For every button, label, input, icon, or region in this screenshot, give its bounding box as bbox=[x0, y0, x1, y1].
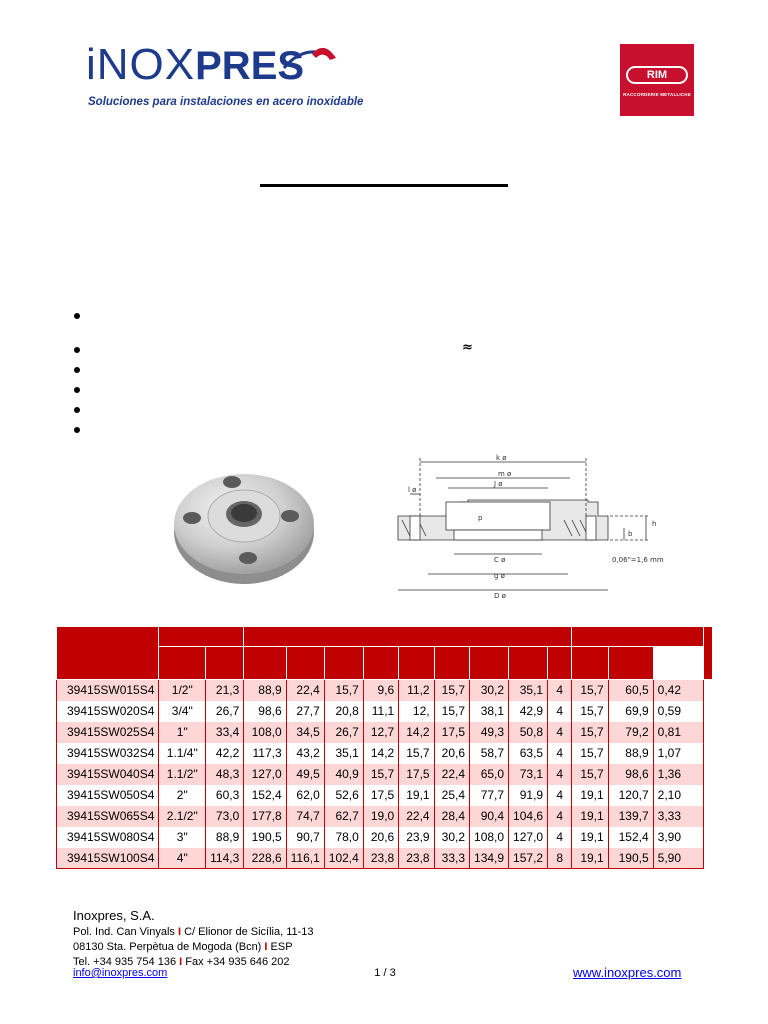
cell-value: 15,7 bbox=[572, 743, 608, 764]
footer-website-link[interactable]: www.inoxpres.com bbox=[573, 965, 682, 980]
cell-value: 49,5 bbox=[286, 764, 324, 785]
cell-value: 15,7 bbox=[572, 722, 608, 743]
cell-value: 15,7 bbox=[572, 764, 608, 785]
dim-label-m: m ø bbox=[498, 470, 512, 478]
cell-value: 23,9 bbox=[399, 827, 434, 848]
cell-value: 127,0 bbox=[244, 764, 286, 785]
header-sub bbox=[509, 647, 548, 680]
cell-value: 4 bbox=[548, 806, 572, 827]
cell-value: 117,3 bbox=[244, 743, 286, 764]
cell-value: 4 bbox=[548, 701, 572, 722]
cell-weight: 0,42 bbox=[653, 680, 703, 701]
header-cell-dimensions bbox=[244, 627, 572, 647]
header-sub bbox=[286, 647, 324, 680]
dim-note: 0,06"=1,6 mm bbox=[612, 556, 664, 564]
dim-label-k: k ø bbox=[496, 454, 507, 462]
cell-value: 42,2 bbox=[206, 743, 244, 764]
cell-value: 15,7 bbox=[363, 764, 398, 785]
cell-value: 15,7 bbox=[324, 680, 363, 701]
header-sub bbox=[434, 647, 469, 680]
footer-company: Inoxpres, S.A. bbox=[73, 908, 155, 923]
cell-value: 104,6 bbox=[509, 806, 548, 827]
cell-value: 26,7 bbox=[206, 701, 244, 722]
cell-nominal-size: 1.1/2" bbox=[159, 764, 206, 785]
cell-value: 90,7 bbox=[286, 827, 324, 848]
cell-value: 77,7 bbox=[470, 785, 509, 806]
table-row bbox=[57, 764, 713, 785]
table-header-row-1 bbox=[57, 627, 713, 647]
cell-value: 4 bbox=[548, 764, 572, 785]
header-cell-bolts bbox=[572, 627, 704, 647]
rim-logo-mark: RIM bbox=[626, 66, 688, 84]
cell-value: 52,6 bbox=[324, 785, 363, 806]
cell-value: 28,4 bbox=[434, 806, 469, 827]
cell-value: 35,1 bbox=[324, 743, 363, 764]
cell-value: 27,7 bbox=[286, 701, 324, 722]
cell-value: 4 bbox=[548, 827, 572, 848]
cell-value: 15,7 bbox=[434, 680, 469, 701]
logo-tagline: Soluciones para instalaciones en acero inoxidable bbox=[88, 96, 364, 108]
cell-value: 139,7 bbox=[608, 806, 653, 827]
footer-email-link[interactable]: info@inoxpres.com bbox=[73, 967, 168, 979]
cell-value: 8 bbox=[548, 848, 572, 869]
cell-value: 23,8 bbox=[399, 848, 434, 869]
cell-value: 33,4 bbox=[206, 722, 244, 743]
cell-value: 157,2 bbox=[509, 848, 548, 869]
cell-value: 152,4 bbox=[608, 827, 653, 848]
cell-weight: 3,90 bbox=[653, 827, 703, 848]
cell-value: 108,0 bbox=[470, 827, 509, 848]
cell-value: 134,9 bbox=[470, 848, 509, 869]
header-sub bbox=[572, 647, 608, 680]
cell-value: 20,6 bbox=[434, 743, 469, 764]
dim-label-p: p bbox=[478, 514, 483, 522]
cell-value: 116,1 bbox=[286, 848, 324, 869]
cell-value: 30,2 bbox=[434, 827, 469, 848]
footer-city-line bbox=[73, 940, 314, 955]
cell-value: 26,7 bbox=[324, 722, 363, 743]
approx-symbol: ≈ bbox=[462, 340, 473, 355]
cell-value: 228,6 bbox=[244, 848, 286, 869]
cell-value: 78,0 bbox=[324, 827, 363, 848]
dim-label-l: l ø bbox=[408, 486, 417, 494]
table-row bbox=[57, 722, 713, 743]
cell-code: 39415SW100S4 bbox=[57, 848, 159, 869]
cell-value: 108,0 bbox=[244, 722, 286, 743]
cell-value: 50,8 bbox=[509, 722, 548, 743]
dim-label-d: D ø bbox=[494, 592, 506, 600]
cell-value: 49,3 bbox=[470, 722, 509, 743]
cell-value: 79,2 bbox=[608, 722, 653, 743]
cell-value: 22,4 bbox=[286, 680, 324, 701]
cell-value: 15,7 bbox=[399, 743, 434, 764]
cell-value: 11,2 bbox=[399, 680, 434, 701]
cell-value: 4 bbox=[548, 680, 572, 701]
cell-value: 65,0 bbox=[470, 764, 509, 785]
cell-value: 60,5 bbox=[608, 680, 653, 701]
cell-value: 98,6 bbox=[608, 764, 653, 785]
cell-value: 152,4 bbox=[244, 785, 286, 806]
cell-value: 63,5 bbox=[509, 743, 548, 764]
rim-partner-logo bbox=[620, 44, 694, 116]
cell-nominal-size: 1.1/4" bbox=[159, 743, 206, 764]
header-sub bbox=[159, 647, 206, 680]
cell-value: 15,7 bbox=[572, 680, 608, 701]
cell-code: 39415SW080S4 bbox=[57, 827, 159, 848]
cell-value: 11,1 bbox=[363, 701, 398, 722]
cell-value: 40,9 bbox=[324, 764, 363, 785]
logo-inox: iNOX bbox=[86, 40, 196, 89]
cell-value: 9,6 bbox=[363, 680, 398, 701]
dim-label-h: h bbox=[652, 520, 657, 528]
cell-weight: 3,33 bbox=[653, 806, 703, 827]
cell-weight: 2,10 bbox=[653, 785, 703, 806]
cell-value: 19,1 bbox=[572, 806, 608, 827]
cell-nominal-size: 2" bbox=[159, 785, 206, 806]
cell-value: 4 bbox=[548, 722, 572, 743]
cell-code: 39415SW015S4 bbox=[57, 680, 159, 701]
table-row bbox=[57, 701, 713, 722]
table-row bbox=[57, 785, 713, 806]
cell-value: 20,6 bbox=[363, 827, 398, 848]
page-number: 1 / 3 bbox=[374, 967, 396, 979]
cell-nominal-size: 1/2" bbox=[159, 680, 206, 701]
cell-value: 4 bbox=[548, 785, 572, 806]
header-sub bbox=[206, 647, 244, 680]
cell-value: 25,4 bbox=[434, 785, 469, 806]
cell-value: 14,2 bbox=[399, 722, 434, 743]
flange-technical-drawing bbox=[388, 450, 698, 600]
table-row bbox=[57, 743, 713, 764]
cell-nominal-size: 1" bbox=[159, 722, 206, 743]
table-row bbox=[57, 806, 713, 827]
cell-value: 69,9 bbox=[608, 701, 653, 722]
cell-value: 22,4 bbox=[434, 764, 469, 785]
dimension-table bbox=[56, 626, 713, 869]
logo-pres: PRES bbox=[195, 44, 305, 88]
table-row bbox=[57, 848, 713, 869]
cell-weight: 5,90 bbox=[653, 848, 703, 869]
cell-value: 91,9 bbox=[509, 785, 548, 806]
cell-nominal-size: 4" bbox=[159, 848, 206, 869]
cell-value: 22,4 bbox=[399, 806, 434, 827]
bullet-1 bbox=[74, 313, 80, 319]
cell-value: 114,3 bbox=[206, 848, 244, 869]
cell-value: 42,9 bbox=[509, 701, 548, 722]
flange-photo bbox=[170, 466, 318, 590]
cell-value: 19,1 bbox=[572, 827, 608, 848]
cell-value: 58,7 bbox=[470, 743, 509, 764]
cell-value: 14,2 bbox=[363, 743, 398, 764]
footer-address-a: Pol. Ind. Can Vinyals bbox=[73, 926, 175, 938]
rim-logo-subtitle: RACCORDERIE METALLICHE bbox=[623, 92, 691, 97]
cell-value: 43,2 bbox=[286, 743, 324, 764]
footer-address bbox=[73, 908, 314, 970]
header-sub bbox=[470, 647, 509, 680]
table-body bbox=[57, 680, 713, 869]
cell-value: 98,6 bbox=[244, 701, 286, 722]
cell-value: 15,7 bbox=[572, 701, 608, 722]
cell-code: 39415SW050S4 bbox=[57, 785, 159, 806]
cell-value: 34,5 bbox=[286, 722, 324, 743]
table-row bbox=[57, 827, 713, 848]
cell-value: 73,0 bbox=[206, 806, 244, 827]
cell-value: 4 bbox=[548, 743, 572, 764]
cell-value: 23,8 bbox=[363, 848, 398, 869]
cell-value: 17,5 bbox=[434, 722, 469, 743]
header-cell-size bbox=[159, 627, 244, 647]
cell-value: 62,0 bbox=[286, 785, 324, 806]
footer-tel: Tel. +34 935 754 136 bbox=[73, 956, 177, 968]
logo-arc-icon bbox=[282, 42, 342, 72]
cell-value: 73,1 bbox=[509, 764, 548, 785]
cell-code: 39415SW020S4 bbox=[57, 701, 159, 722]
cell-value: 33,3 bbox=[434, 848, 469, 869]
table-row bbox=[57, 680, 713, 701]
cell-code: 39415SW065S4 bbox=[57, 806, 159, 827]
cell-value: 19,1 bbox=[399, 785, 434, 806]
cell-value: 90,4 bbox=[470, 806, 509, 827]
cell-weight: 1,07 bbox=[653, 743, 703, 764]
cell-value: 190,5 bbox=[244, 827, 286, 848]
cell-value: 20,8 bbox=[324, 701, 363, 722]
footer-address-line bbox=[73, 925, 314, 940]
header-sub bbox=[399, 647, 434, 680]
cell-value: 17,5 bbox=[399, 764, 434, 785]
bullet-5 bbox=[74, 407, 80, 413]
cell-code: 39415SW025S4 bbox=[57, 722, 159, 743]
footer-separator: I bbox=[179, 956, 183, 968]
cell-nominal-size: 3/4" bbox=[159, 701, 206, 722]
header-sub bbox=[548, 647, 572, 680]
cell-value: 19,1 bbox=[572, 785, 608, 806]
header-cell-weight bbox=[704, 627, 713, 680]
dim-label-j: J ø bbox=[494, 480, 503, 488]
bullet-3 bbox=[74, 367, 80, 373]
footer-city-b: ESP bbox=[270, 941, 293, 953]
dim-label-b: b bbox=[628, 530, 633, 538]
cell-value: 88,9 bbox=[206, 827, 244, 848]
header-sub bbox=[363, 647, 398, 680]
footer-city-a: 08130 Sta. Perpètua de Mogoda (Bcn) bbox=[73, 941, 262, 953]
footer-address-b: C/ Elionor de Sicília, 11-13 bbox=[184, 926, 314, 938]
dim-label-g: g ø bbox=[494, 572, 505, 580]
cell-value: 62,7 bbox=[324, 806, 363, 827]
footer-separator: I bbox=[177, 926, 182, 938]
title-underline bbox=[260, 184, 508, 187]
cell-value: 12,7 bbox=[363, 722, 398, 743]
header-sub bbox=[244, 647, 286, 680]
cell-value: 19,0 bbox=[363, 806, 398, 827]
cell-value: 21,3 bbox=[206, 680, 244, 701]
bullet-4 bbox=[74, 387, 80, 393]
cell-value: 19,1 bbox=[572, 848, 608, 869]
header-sub bbox=[608, 647, 653, 680]
cell-value: 35,1 bbox=[509, 680, 548, 701]
footer-separator: I bbox=[264, 941, 268, 953]
cell-value: 30,2 bbox=[470, 680, 509, 701]
cell-weight: 0,59 bbox=[653, 701, 703, 722]
footer-fax: Fax +34 935 646 202 bbox=[185, 956, 290, 968]
cell-value: 17,5 bbox=[363, 785, 398, 806]
cell-value: 60,3 bbox=[206, 785, 244, 806]
logo-wordmark bbox=[86, 40, 304, 90]
cell-nominal-size: 3" bbox=[159, 827, 206, 848]
cell-value: 88,9 bbox=[608, 743, 653, 764]
cell-nominal-size: 2.1/2" bbox=[159, 806, 206, 827]
bullet-2 bbox=[74, 347, 80, 353]
cell-value: 38,1 bbox=[470, 701, 509, 722]
cell-value: 120,7 bbox=[608, 785, 653, 806]
dim-label-c: C ø bbox=[494, 556, 506, 564]
cell-value: 102,4 bbox=[324, 848, 363, 869]
cell-value: 74,7 bbox=[286, 806, 324, 827]
header-sub bbox=[324, 647, 363, 680]
inoxpres-logo bbox=[86, 40, 364, 116]
cell-weight: 1,36 bbox=[653, 764, 703, 785]
cell-value: 127,0 bbox=[509, 827, 548, 848]
cell-code: 39415SW032S4 bbox=[57, 743, 159, 764]
cell-value: 12, bbox=[399, 701, 434, 722]
cell-value: 88,9 bbox=[244, 680, 286, 701]
header-cell-code bbox=[57, 627, 159, 680]
cell-value: 15,7 bbox=[434, 701, 469, 722]
cell-weight: 0,81 bbox=[653, 722, 703, 743]
cell-value: 48,3 bbox=[206, 764, 244, 785]
bullet-6 bbox=[74, 427, 80, 433]
cell-value: 177,8 bbox=[244, 806, 286, 827]
cell-value: 190,5 bbox=[608, 848, 653, 869]
cell-code: 39415SW040S4 bbox=[57, 764, 159, 785]
